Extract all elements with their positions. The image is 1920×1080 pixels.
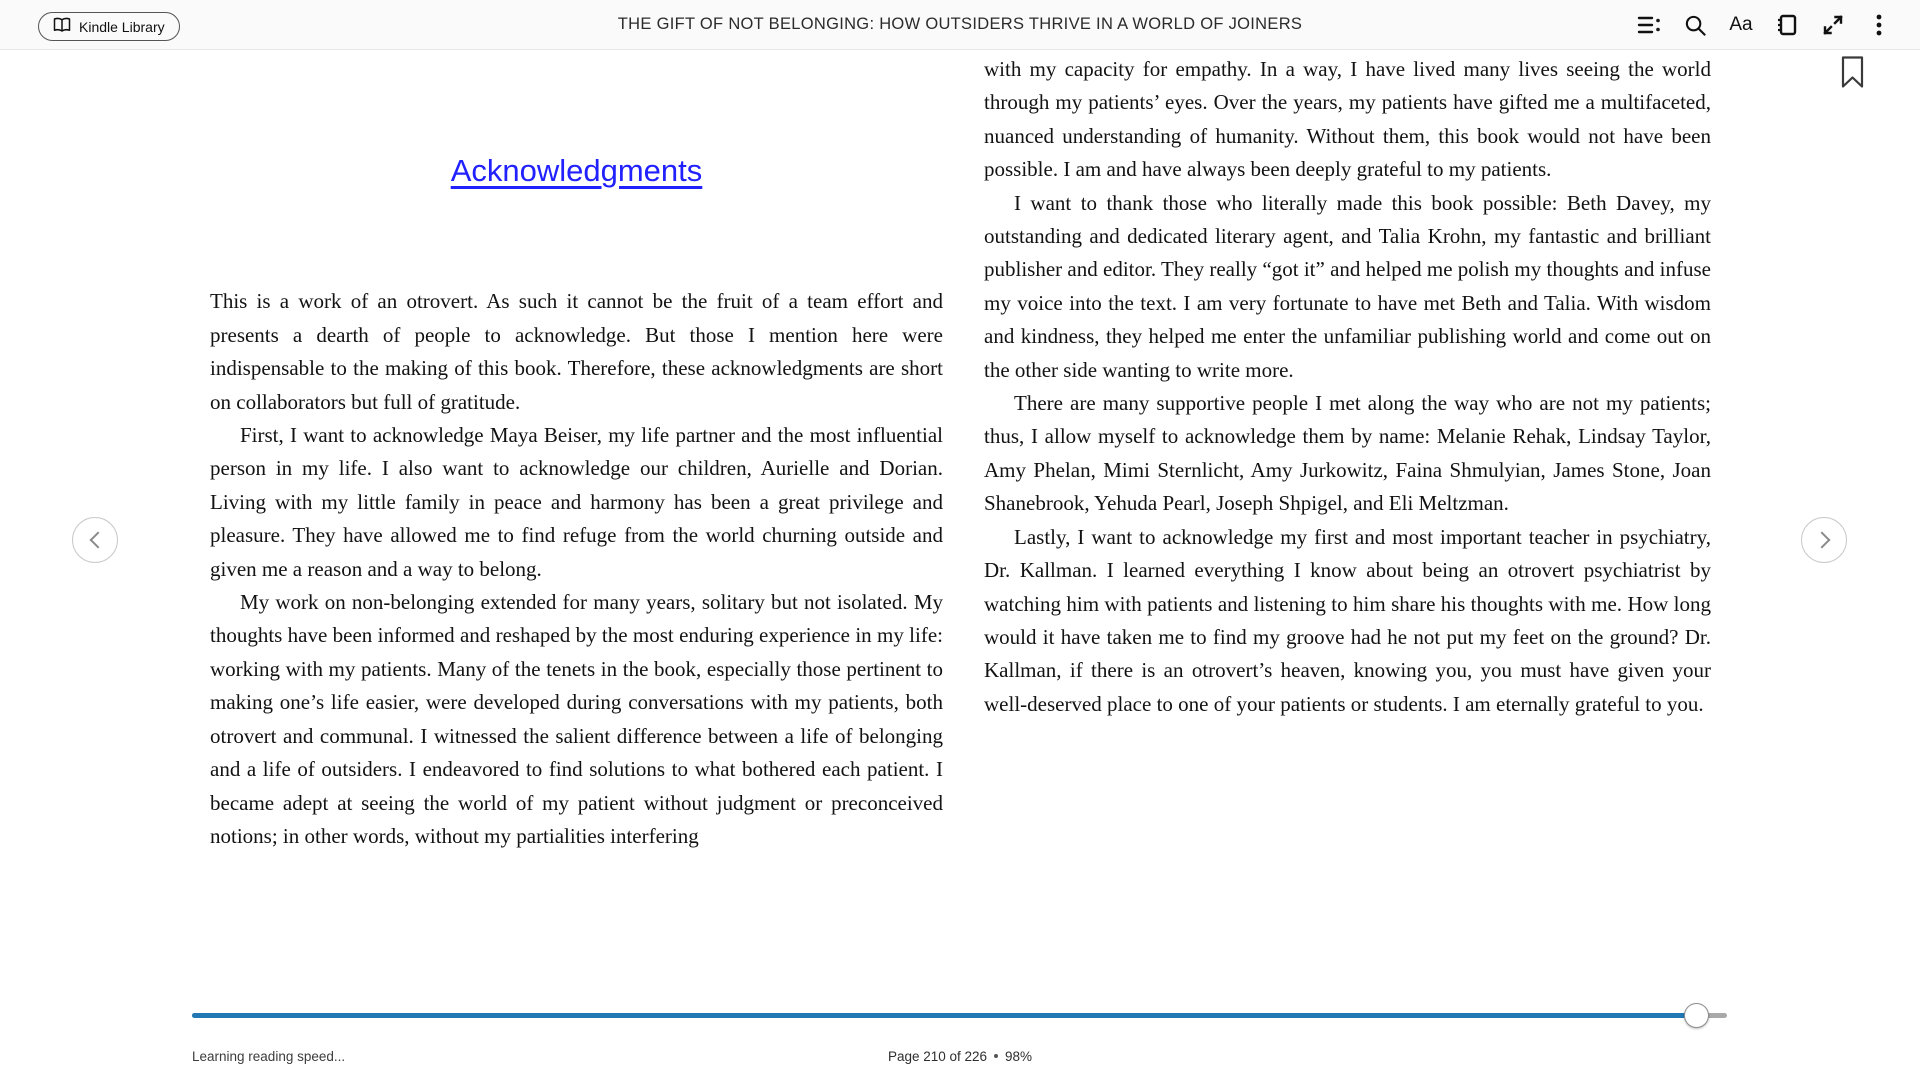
reading-column-left — [210, 124, 943, 853]
reading-speed-status: Learning reading speed... — [192, 1049, 346, 1064]
chevron-right-icon — [1813, 532, 1830, 549]
paragraph: with my capacity for empathy. In a way, I have lived many lives seeing the world through my patients’ eyes. Over the years, my patients have gifted me a multifaceted, nuanced understanding of humanity. Without them, this book would not have been possible. I am and have always been deeply grateful to my patients. — [984, 57, 1711, 182]
paragraph: My work on non-belonging extended for many years, solitary but not isolated. My thoughts have been informed and reshaped by the most enduring experience in my life: working with my patients. Many of the tenets in the book, especially those pertinent to making one’s life easier, were developed during conversations with my patients, both otrovert and communal. I witnessed the salient difference between a life of belonging and a life of outsiders. I endeavored to find solutions to what bothered each patient. I became adept at seeing the world of my patient without judgment or preconceived notions; in other words, without my partialities interfering — [210, 590, 943, 848]
kebab-menu-icon[interactable] — [1856, 0, 1902, 50]
page-indicator — [0, 1049, 1920, 1064]
paragraph: I want to thank those who literally made this book possible: Beth Davey, my outstanding and dedicated literary agent, and Talia Krohn, my fantastic and brilliant publisher and editor. They really “got it” and helped me polish my thoughts and infuse my voice into the text. I am very fortunate to have met Beth and Talia. With wisdom and kindness, they helped me enter the unfamiliar publishing world and come out on the other side wanting to write more. — [984, 190, 1711, 382]
separator-dot — [994, 1054, 998, 1058]
fullscreen-icon[interactable] — [1810, 0, 1856, 50]
paragraph: Lastly, I want to acknowledge my first and most important teacher in psychiatry, Dr. Kallman. I learned everything I know about being an otrovert psychiatrist by watching him with patients and listening to him share his thoughts with me. How long would it have taken me to find my groove had he not put my feet on the ground? Dr. Kallman, if there is an otrovert’s heaven, knowing you, you must have given your well-deserved place to one of your patients or students. I am eternally grateful to you. — [984, 524, 1711, 716]
next-page-button[interactable] — [1801, 517, 1847, 563]
search-icon[interactable] — [1672, 0, 1718, 50]
toolbar-icon-group — [1626, 0, 1902, 50]
previous-page-button[interactable] — [72, 517, 118, 563]
reading-progress-slider[interactable] — [192, 1013, 1727, 1018]
bookmark-icon[interactable] — [1841, 56, 1864, 94]
page-number-label: Page 210 of 226 — [887, 1049, 988, 1064]
percent-label: 98% — [1005, 1049, 1033, 1064]
progress-slider-knob[interactable] — [1684, 1003, 1709, 1028]
toc-icon[interactable] — [1626, 0, 1672, 50]
notebook-icon[interactable] — [1764, 0, 1810, 50]
kindle-library-label: Kindle Library — [79, 18, 165, 35]
display-settings-label: Aa — [1729, 14, 1753, 35]
display-settings-icon[interactable] — [1718, 0, 1764, 50]
top-toolbar — [0, 0, 1920, 50]
chevron-left-icon — [89, 532, 106, 549]
chapter-heading-link[interactable]: Acknowledgments — [450, 153, 703, 188]
paragraph: This is a work of an otrovert. As such it cannot be the fruit of a team effort and presents a dearth of people to acknowledge. But those I mention here were indispensable to the making of this book. Therefore, these acknowledgments are short on collaborators but full of gratitude. — [210, 289, 943, 414]
paragraph: There are many supportive people I met along the way who are not my patients; thus, I allow myself to acknowledge them by name: Melanie Rehak, Lindsay Taylor, Amy Phelan, Mimi Sternlicht, Amy Jurkowitz, Faina Shmulyian, James Stone, Joan Shanebrook, Yehuda Pearl, Joseph Shpigel, and Eli Meltzman. — [984, 391, 1711, 516]
book-title: THE GIFT OF NOT BELONGING: HOW OUTSIDERS THRIVE IN A WORLD OF JOINERS — [617, 15, 1303, 33]
reading-column-right — [984, 53, 1711, 721]
paragraph: First, I want to acknowledge Maya Beiser, my life partner and the most influential person in my life. I also want to acknowledge our children, Aurielle and Dorian. Living with my little family in peace and harmony has been a great privilege and pleasure. They have allowed me to find refuge from the world churning outside and given me a reason and a way to belong. — [210, 423, 943, 581]
progress-fill — [192, 1013, 1696, 1018]
